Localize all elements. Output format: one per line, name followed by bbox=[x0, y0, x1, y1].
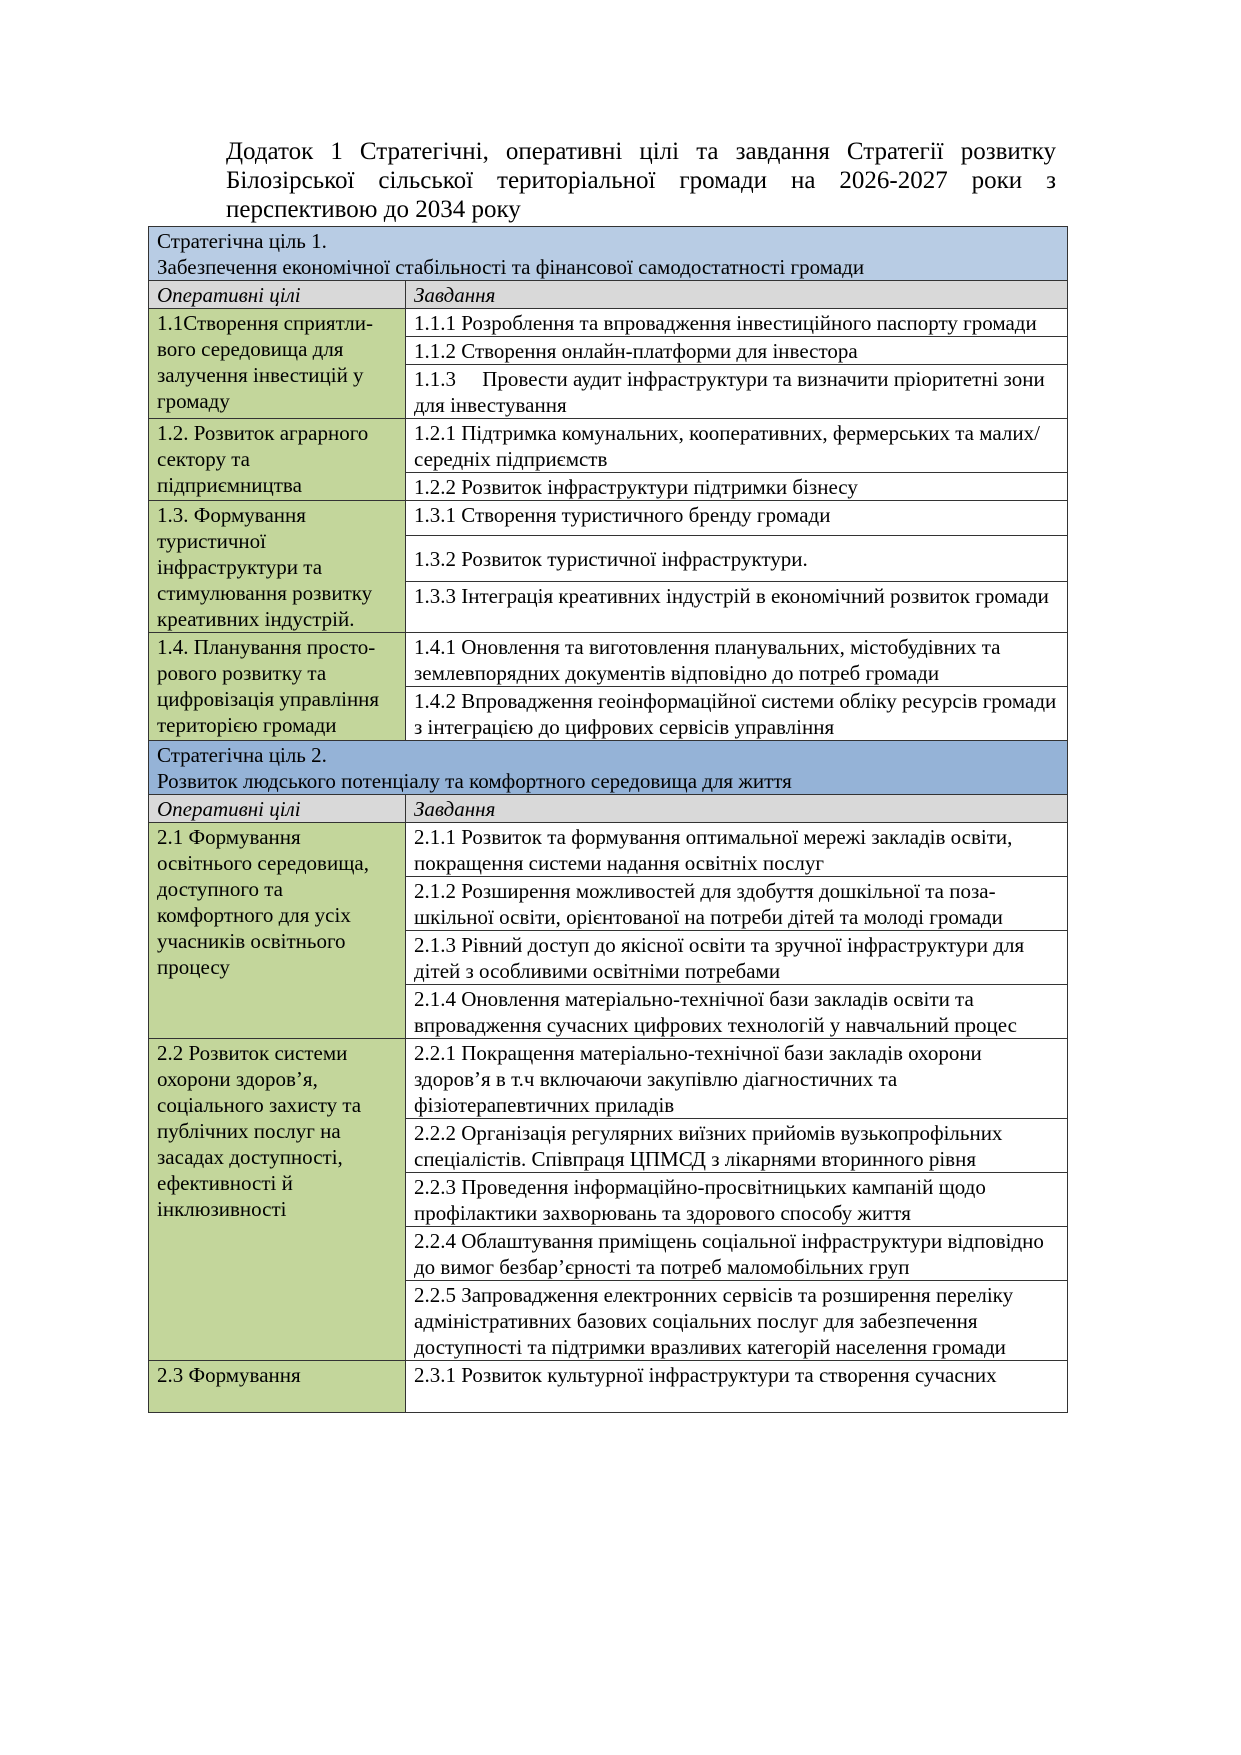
task-cell: 1.3.3 Інтеграція креативних індустрій в економічний розвиток громади bbox=[406, 582, 1068, 633]
task-cell: 2.2.5 Запровадження електронних сервісів та розширення переліку адміністративних базових соціальних послуг для забезпечення доступності та підтримки вразливих категорій населення громади bbox=[406, 1281, 1068, 1361]
operational-goal: 1.4. Планування просто-рового розвитку та цифровізація управління територією громади bbox=[149, 633, 406, 741]
task-cell: 2.2.4 Облаштування приміщень соціальної інфраструктури відповідно до вимог безбар’єрності та потреб маломобільних груп bbox=[406, 1227, 1068, 1281]
document-title: Додаток 1 Стратегічні, оперативні цілі та завдання Стратегії розвитку Білозірської сільської територіальної громади на 2026-2027 роки з перспективою до 2034 року bbox=[226, 138, 1056, 223]
strategic-goal-label: Стратегічна ціль 1. bbox=[157, 229, 327, 253]
task-cell: 1.2.2 Розвиток інфраструктури підтримки бізнесу bbox=[406, 473, 1068, 501]
operational-goal: 1.3. Формування туристичної інфраструктури та стимулювання розвитку креативних індустрій. bbox=[149, 501, 406, 633]
task-cell: 2.3.1 Розвиток культурної інфраструктури та створення сучасних bbox=[406, 1361, 1068, 1413]
task-cell: 2.2.1 Покращення матеріально-технічної бази закладів охорони здоров’я в т.ч включаючи закупівлю діагностичних та фізіотерапевтичних приладів bbox=[406, 1039, 1068, 1119]
task-cell: 1.3.1 Створення туристичного бренду громади bbox=[406, 501, 1068, 536]
strategic-goal-1-header bbox=[149, 227, 1068, 281]
table-row bbox=[149, 633, 1068, 687]
strategic-goal-name: Розвиток людського потенціалу та комфортного середовища для життя bbox=[157, 769, 792, 793]
column-header-operational: Оперативні цілі bbox=[149, 795, 406, 823]
column-header-row bbox=[149, 281, 1068, 309]
column-header-operational: Оперативні цілі bbox=[149, 281, 406, 309]
operational-goal: 2.1 Формування освітнього середовища, доступного та комфортного для усіх учасників освітнього процесу bbox=[149, 823, 406, 1039]
table-row bbox=[149, 1361, 1068, 1413]
operational-goal: 1.2. Розвиток аграрного сектору та підприємництва bbox=[149, 419, 406, 501]
task-cell: 1.4.1 Оновлення та виготовлення планувальних, містобудівних та землевпорядних документів відповідно до потреб громади bbox=[406, 633, 1068, 687]
task-cell: 2.1.1 Розвиток та формування оптимальної мережі закладів освіти, покращення системи надання освітніх послуг bbox=[406, 823, 1068, 877]
column-header-tasks: Завдання bbox=[406, 281, 1068, 309]
task-cell: 1.1.2 Створення онлайн-платформи для інвестора bbox=[406, 337, 1068, 365]
task-cell: 2.1.3 Рівний доступ до якісної освіти та зручної інфраструктури для дітей з особливими освітніми потребами bbox=[406, 931, 1068, 985]
table-row bbox=[149, 501, 1068, 536]
operational-goal: 2.3 Формування bbox=[149, 1361, 406, 1413]
operational-goal: 1.1Створення сприятли-вого середовища для залучення інвестицій у громаду bbox=[149, 309, 406, 419]
task-cell: 1.2.1 Підтримка комунальних, кооперативних, фермерських та малих/середніх підприємств bbox=[406, 419, 1068, 473]
task-cell: 2.2.3 Проведення інформаційно-просвітницьких кампаній щодо профілактики захворювань та здорового способу життя bbox=[406, 1173, 1068, 1227]
strategic-goal-name: Забезпечення економічної стабільності та фінансової самодостатності громади bbox=[157, 255, 865, 279]
task-cell: 2.2.2 Організація регулярних виїзних прийомів вузькопрофільних спеціалістів. Співпраця ЦПМСД з лікарнями вторинного рівня bbox=[406, 1119, 1068, 1173]
table-row bbox=[149, 1039, 1068, 1119]
table-row bbox=[149, 823, 1068, 877]
task-cell: 1.1.3 Провести аудит інфраструктури та визначити пріоритетні зони для інвестування bbox=[406, 365, 1068, 419]
operational-goal: 2.2 Розвиток системи охорони здоров’я, соціального захисту та публічних послуг на засадах доступності, ефективності й інклюзивності bbox=[149, 1039, 406, 1361]
task-cell: 2.1.4 Оновлення матеріально-технічної бази закладів освіти та впровадження сучасних цифрових технологій у навчальний процес bbox=[406, 985, 1068, 1039]
strategic-goal-2-header bbox=[149, 741, 1068, 795]
task-cell: 1.1.1 Розроблення та впровадження інвестиційного паспорту громади bbox=[406, 309, 1068, 337]
column-header-row bbox=[149, 795, 1068, 823]
table-row bbox=[149, 419, 1068, 473]
strategy-table bbox=[148, 226, 1068, 1413]
task-cell: 1.4.2 Впровадження геоінформаційної системи обліку ресурсів громади з інтеграцією до цифрових сервісів управління bbox=[406, 687, 1068, 741]
table-row bbox=[149, 309, 1068, 337]
task-cell: 1.3.2 Розвиток туристичної інфраструктури. bbox=[406, 536, 1068, 582]
task-cell: 2.1.2 Розширення можливостей для здобуття дошкільної та поза-шкільної освіти, орієнтованої на потреби дітей та молоді громади bbox=[406, 877, 1068, 931]
column-header-tasks: Завдання bbox=[406, 795, 1068, 823]
strategic-goal-label: Стратегічна ціль 2. bbox=[157, 743, 327, 767]
